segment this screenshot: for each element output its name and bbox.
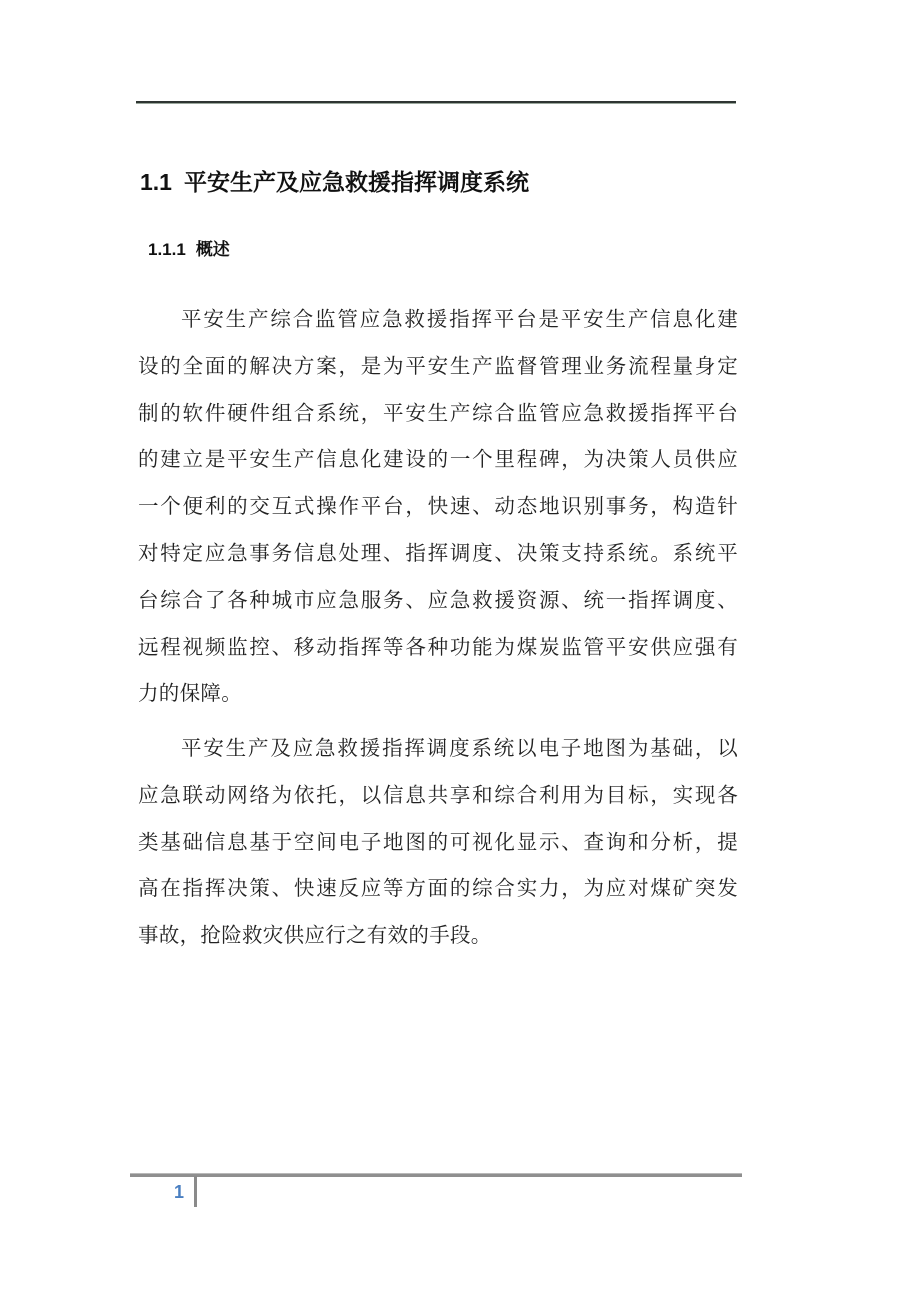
paragraph-line: 设的全面的解决方案，是为平安生产监督管理业务流程量身定 (138, 353, 738, 378)
paragraph-line: 类基础信息基于空间电子地图的可视化显示、查询和分析，提 (138, 829, 738, 854)
paragraph-line: 制的软件硬件组合系统，平安生产综合监管应急救援指挥平台 (138, 400, 738, 425)
footer-rule (130, 1173, 742, 1177)
paragraph-line: 平安生产综合监管应急救援指挥平台是平安生产信息化建 (181, 307, 738, 331)
paragraph-line: 一个便利的交互式操作平台，快速、动态地识别事务，构造针 (138, 494, 738, 519)
paragraph-overview-1 (138, 296, 738, 717)
section-heading (140, 166, 529, 198)
paragraph-line: 事故，抢险救灾供应行之有效的手段。 (138, 923, 492, 948)
paragraph-line: 应急联动网络为依托，以信息共享和综合利用为目标，实现各 (138, 782, 738, 807)
footer-divider (194, 1176, 197, 1207)
page-number: 1 (174, 1182, 185, 1202)
section-title: 平安生产及应急救援指挥调度系统 (183, 169, 529, 195)
paragraph-line: 平安生产及应急救援指挥调度系统以电子地图为基础，以 (181, 736, 738, 760)
paragraph-line: 台综合了各种城市应急服务、应急救援资源、统一指挥调度、 (138, 587, 738, 612)
paragraph-line: 对特定应急事务信息处理、指挥调度、决策支持系统。系统平 (138, 540, 738, 565)
paragraph-line: 远程视频监控、移动指挥等各种功能为煤炭监管平安供应强有 (138, 634, 738, 659)
subsection-number: 1.1.1 (148, 240, 186, 259)
subsection-heading (148, 236, 230, 264)
header-rule (136, 101, 736, 104)
section-number: 1.1 (140, 169, 172, 195)
subsection-title: 概述 (195, 240, 230, 259)
paragraph-line: 的建立是平安生产信息化建设的一个里程碑，为决策人员供应 (138, 447, 738, 472)
paragraph-line: 力的保障。 (138, 681, 242, 706)
paragraph-overview-2 (138, 725, 738, 959)
paragraph-line: 高在指挥决策、快速反应等方面的综合实力，为应对煤矿突发 (138, 876, 738, 901)
